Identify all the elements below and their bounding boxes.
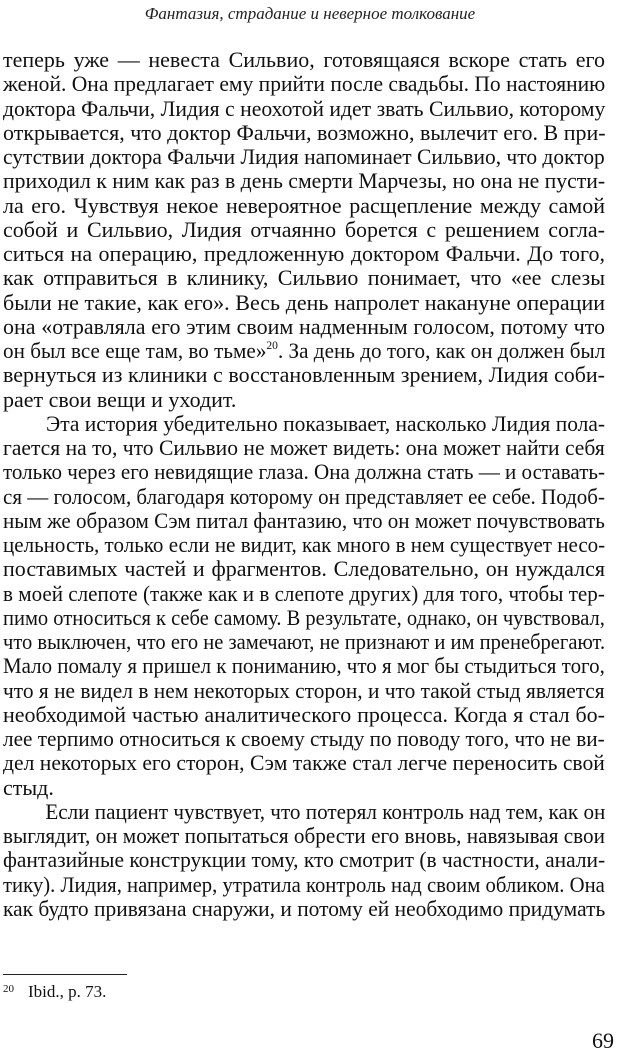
text-line [3, 604, 605, 630]
text-line-content: приходил к ним как раз в день смерти Марчезы, но она не пусти- [3, 168, 606, 194]
text-line-content: Если пациент чувствует, что потерял контроль над тем, как он [45, 798, 606, 824]
text-line [3, 435, 605, 460]
text-line [3, 483, 605, 509]
text-line-content: открывается, что доктор Фальчи, возможно, вылечит его. В при- [3, 119, 606, 145]
text-line [3, 194, 605, 218]
text-line [3, 121, 605, 145]
body-text [3, 48, 605, 921]
text-line-content: ла его. Чувствуя некое невероятное расщепление между самой [3, 192, 605, 218]
text-line [3, 823, 605, 848]
text-line-content: фантазийные конструкции тому, кто смотрит (в частности, анали- [3, 847, 606, 873]
text-line [3, 776, 605, 800]
text-line [3, 315, 605, 339]
text-line-content: ным же образом Сэм питал фантазию, что он может почувствовать [3, 507, 605, 533]
footnote-divider [3, 974, 127, 975]
text-line [3, 218, 605, 242]
text-line-content: он был все еще там, во тьме» [3, 338, 267, 363]
text-line-content: доктора Фальчи, Лидия с неохотой идет звать Сильвио, которому [3, 95, 606, 121]
text-line-content: выглядит, он может попытаться обрести его вновь, навязывая свои [3, 823, 605, 848]
text-line-content: как отправиться в клинику, Сильвио понимает, что «ее слезы [3, 265, 605, 291]
text-line [3, 266, 605, 290]
text-line [3, 703, 605, 727]
text-line-content: Мало помалу я пришел к пониманию, что я мог бы стыдиться того, [3, 653, 605, 679]
text-line [3, 726, 605, 751]
text-line-content: лее терпимо относиться к своему стыду по поводу того, что не ви- [3, 726, 605, 751]
text-line [3, 388, 605, 412]
text-line-content: как будто привязана снаружи, и потому ей необходимо придумать [3, 895, 606, 921]
footnote-text: Ibid., p. 73. [28, 982, 107, 1001]
text-line-content: ситься на операцию, предложенную доктором Фальчи. До того, [3, 241, 605, 266]
text-line-content: женой. Она предлагает ему прийти после свадьбы. По настоянию [3, 71, 606, 97]
text-line-content: собой и Сильвио, Лидия отчаянно борется с решением согла- [3, 216, 605, 242]
text-line [3, 338, 606, 363]
text-line-content: гается на то, что Сильвио не может видеть: она может найти себя [3, 435, 605, 460]
text-line-content: теперь уже — невеста Сильвио, готовящаяся вскоре стать его [3, 47, 605, 72]
running-header: Фантазия, страдание и неверное толкование [144, 4, 476, 23]
page-number: 69 [592, 1028, 614, 1053]
text-line [3, 629, 606, 654]
text-line-content: что я не видел в нем некоторых сторон, и что такой стыд является [3, 677, 605, 703]
text-line-content: поставимых частей и фрагментов. Следовательно, он нуждался [3, 556, 605, 582]
text-line-content: только через его невидящие глаза. Она должна стать — и оставать- [3, 459, 606, 485]
text-line [3, 677, 605, 703]
text-line-content: вернуться из клиники с восстановленным зрением, Лидия соби- [3, 362, 605, 388]
text-line [3, 871, 605, 897]
text-line-content: цельность, только если не видит, как много в нем существует несо- [3, 532, 606, 557]
text-line-content: тику). Лидия, например, утратила контроль над своим обликом. Она [3, 871, 605, 897]
footnote-number: 20 [3, 983, 14, 995]
text-line [3, 144, 605, 169]
text-line-content: сутствии доктора Фальчи Лидия напоминает Сильвио, что доктор [3, 144, 605, 169]
text-line [3, 532, 606, 557]
footnote-reference[interactable]: 20 [266, 338, 278, 352]
text-line-content: ся — голосом, благодаря которому он представляет ее себе. Подоб- [3, 483, 605, 509]
text-line-content: дел некоторых его сторон, Сэм также стал легче переносить свой [3, 750, 605, 776]
text-line [3, 580, 605, 606]
text-line-content: она «отравляла его этим своим надменным голосом, потому что [3, 313, 605, 339]
text-line-content: были не такие, как его». Весь день напролет накануне операции [3, 289, 605, 315]
text-line [3, 48, 605, 72]
text-line-content: рает свои вещи и уходит. [3, 386, 237, 412]
text-line [3, 242, 605, 266]
text-line [3, 291, 605, 315]
text-line-content: пимо относиться к себе самому. В результате, однако, он чувствовал, [3, 604, 605, 630]
text-line [3, 653, 605, 679]
text-line-content: Эта история убедительно показывает, насколько Лидия пола- [46, 410, 606, 436]
text-line [3, 168, 606, 194]
text-line-content: необходимой частью аналитического процесса. Когда я стал бо- [3, 701, 605, 727]
text-line-content: в моей слепоте (также как и в слепоте других) для того, чтобы тер- [3, 580, 605, 606]
text-line-content: . За день до того, как он должен был [277, 338, 606, 363]
text-line [3, 557, 605, 581]
text-line [3, 459, 606, 485]
text-line [3, 507, 605, 533]
footnote [3, 982, 106, 1002]
text-line-content: что выключен, что его не замечают, не признают и им пренебрегают. [3, 629, 606, 654]
text-line-content: стыд. [3, 774, 54, 800]
text-line [3, 750, 605, 776]
text-line [3, 847, 606, 873]
text-line [3, 95, 606, 121]
text-line [3, 71, 606, 97]
text-line [3, 410, 606, 436]
text-line [3, 363, 605, 387]
text-line [3, 798, 606, 824]
text-line [3, 895, 606, 921]
